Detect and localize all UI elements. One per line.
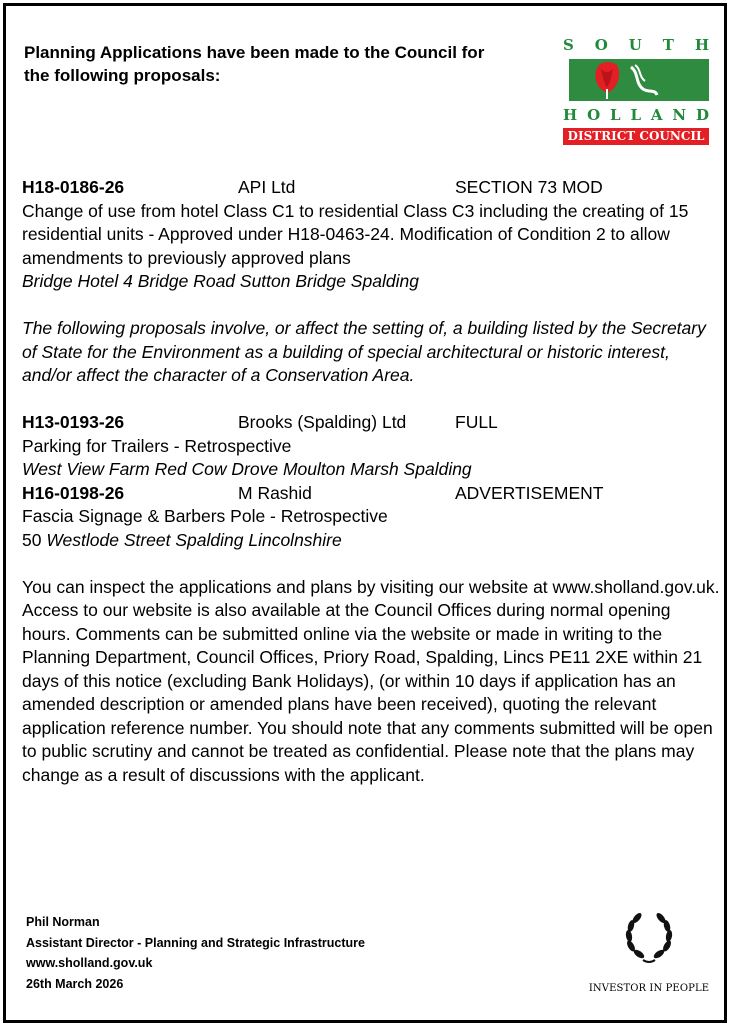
planning-notice [3,3,727,1023]
application-entry [22,176,722,294]
application-applicant: M Rashid [238,482,312,503]
signatory-name: Phil Norman [26,915,100,929]
application-description: Fascia Signage & Barbers Pole - Retrospective [22,506,388,526]
application-header [22,482,722,506]
application-entry [22,482,722,553]
iip-label: INVESTOR IN PEOPLE [588,983,710,994]
application-type: ADVERTISEMENT [455,482,604,503]
logo-band: DISTRICT COUNCIL [563,128,709,145]
application-applicant: API Ltd [238,177,296,197]
signatory-title: Assistant Director - Planning and Strategic Infrastructure [26,935,365,950]
application-description: Change of use from hotel Class C1 to residential Class C3 including the creating of 15 residential units - Approved under H18-0463-24. Modification of Condition 2 to allow amendments to previously approved plans [22,200,689,268]
signature-block [26,912,365,994]
application-applicant: Brooks (Spalding) Ltd [238,412,407,432]
location-number: 50 [22,529,47,550]
application-ref: H16-0198-26 [22,482,125,503]
listed-building-notice: The following proposals involve, or affect the setting of, a building listed by the Secretary of State for the Environment as a building of special architectural or historic interest, and/or affect the character of a Conservation Area. [22,318,706,385]
tulip-icon [569,59,709,101]
application-location: Bridge Hotel 4 Bridge Road Sutton Bridge Spalding [22,271,419,291]
inspection-notice: You can inspect the applications and plans by visiting our website at www.sholland.gov.uk. Access to our website is also available at the Council Offices during normal opening hours. Comments can be submitted online via the website or made in writing to the Planning Department, Council Offices, Priory Road, Spalding, Lincs PE11 2XE within 21 days of this notice (excluding Bank Holidays), (or within 10 days if application has an amended description or amended plans have been received), quoting the relevant application reference number. You should note that any comments submitted will be open to public scrutiny and cannot be treated as confidential. Please note that the plans may change as a result of discussions with the applicant. [22,576,720,785]
location-street: Westlode Street Spalding Lincolnshire [46,529,342,550]
application-ref: H13-0193-26 [22,412,125,432]
application-description: Parking for Trailers - Retrospective [22,435,292,456]
notice-content [22,176,722,787]
south-holland-logo [563,36,709,144]
investor-in-people-logo [584,910,714,1000]
logo-top-text: S O U T H [563,36,709,54]
application-ref: H18-0186-26 [22,177,125,197]
application-header [22,411,722,435]
application-type: SECTION 73 MOD [455,177,603,197]
application-location [22,529,722,553]
tulip-emblem [569,59,709,101]
notice-date: 26th March 2026 [26,976,124,991]
application-header [22,176,722,200]
council-website: www.sholland.gov.uk [26,956,153,970]
laurel-wreath-icon [621,910,677,966]
application-type: FULL [455,412,498,432]
logo-mid-text: H O L L A N D [563,106,709,124]
application-location: West View Farm Red Cow Drove Moulton Marsh Spalding [22,459,472,479]
application-entry [22,411,722,482]
notice-heading: Planning Applications have been made to the Council for the following proposals: [24,43,485,85]
